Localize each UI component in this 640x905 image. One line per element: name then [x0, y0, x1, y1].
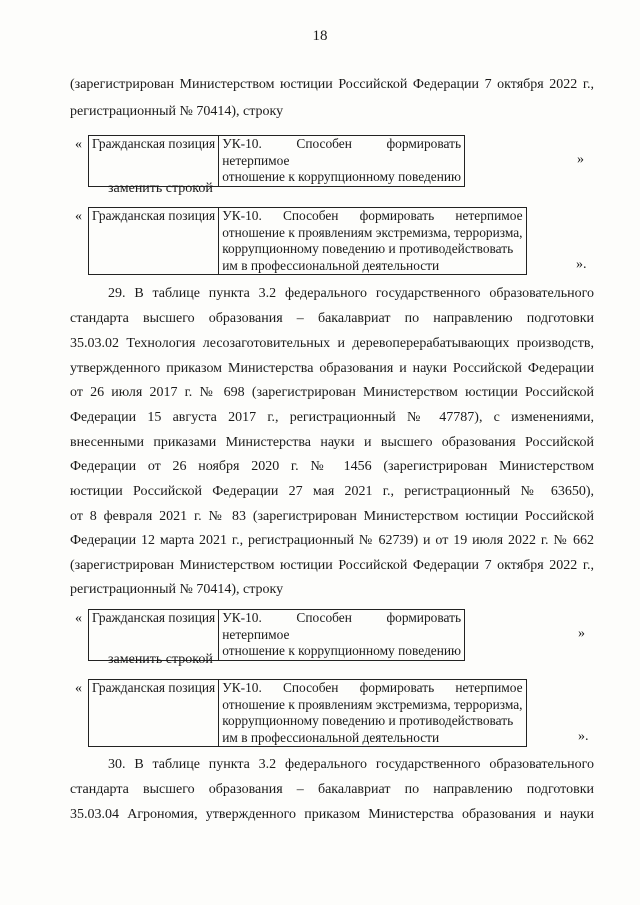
close-quote: ».	[576, 257, 587, 272]
paragraph-30-line: 30. В таблице пункта 3.2 федерального государственного образовательного	[108, 757, 594, 772]
competency-category-cell: Гражданская позиция	[89, 208, 219, 275]
paragraph-29-line: юстиции Российской Федерации 27 мая 2021 г., регистрационный № 63650),	[70, 484, 594, 499]
paragraph-29-line: (зарегистрирован Министерством юстиции Российской Федерации 7 октября 2022 г.,	[70, 558, 594, 573]
paragraph-29-line: Федерации 15 августа 2017 г., регистрационный № 47787), с изменениями,	[70, 410, 594, 425]
competency-description-cell	[219, 208, 526, 275]
description-line: УК-10. Способен формировать нетерпимое	[222, 208, 523, 223]
intro-line: (зарегистрирован Министерством юстиции Российской Федерации 7 октября 2022 г.,	[70, 77, 594, 92]
description-line: отношение к проявлениям экстремизма, терроризма,	[222, 696, 523, 712]
replace-label: заменить строкой	[108, 652, 213, 667]
paragraph-29-line: от 26 июля 2017 г. № 698 (зарегистрирован Министерством юстиции Российской	[70, 385, 594, 400]
paragraph-29-line: 35.03.02 Технология лесозаготовительных и деревоперерабатывающих производств,	[70, 336, 594, 351]
paragraph-29-line: регистрационный № 70414), строку	[70, 582, 284, 597]
paragraph-29-line: 29. В таблице пункта 3.2 федерального государственного образовательного	[108, 286, 594, 301]
paragraph-29-line: от 8 февраля 2021 г. № 83 (зарегистрирован Министерством юстиции Российской	[70, 509, 594, 524]
close-quote: »	[577, 152, 584, 167]
description-line: коррупционному поведению и противодействовать	[222, 713, 514, 729]
description-line: УК-10. Способен формировать нетерпимое	[222, 610, 462, 642]
open-quote: «	[75, 209, 82, 224]
replace-label: заменить строкой	[108, 181, 213, 196]
competency-category-cell: Гражданская позиция	[89, 610, 219, 661]
paragraph-30-line: стандарта высшего образования – бакалавриат по направлению подготовки	[70, 782, 594, 797]
description-line: отношение к коррупционному поведению	[222, 169, 462, 185]
description-line: отношение к проявлениям экстремизма, терроризма,	[222, 224, 523, 240]
open-quote: «	[75, 681, 82, 696]
paragraph-29-line: Федерации 12 марта 2021 г., регистрационный № 62739) и от 19 июля 2022 г. № 662	[70, 533, 594, 548]
competency-category-cell: Гражданская позиция	[89, 136, 219, 187]
close-quote: »	[578, 626, 585, 641]
paragraph-29-line: Федерации от 26 ноября 2020 г. № 1456 (зарегистрирован Министерством	[70, 459, 594, 474]
paragraph-29-line: стандарта высшего образования – бакалавриат по направлению подготовки	[70, 311, 594, 326]
paragraph-29-line: внесенными приказами Министерства науки и высшего образования Российской	[70, 435, 594, 450]
open-quote: «	[75, 137, 82, 152]
description-line: им в профессиональной деятельности	[222, 257, 440, 273]
description-line: отношение к коррупционному поведению	[222, 643, 462, 659]
competency-table	[88, 679, 527, 747]
open-quote: «	[75, 611, 82, 626]
competency-description-cell	[219, 136, 465, 187]
close-quote: ».	[578, 729, 589, 744]
intro-line: регистрационный № 70414), строку	[70, 104, 284, 119]
description-line: им в профессиональной деятельности	[222, 729, 440, 745]
paragraph-30-line: 35.03.04 Агрономия, утвержденного приказом Министерства образования и науки	[70, 807, 594, 822]
competency-table	[88, 207, 527, 275]
description-line: УК-10. Способен формировать нетерпимое	[222, 680, 523, 695]
paragraph-29-line: утвержденного приказом Министерства образования и науки Российской Федерации	[70, 361, 594, 376]
competency-description-cell	[219, 680, 526, 747]
description-line: коррупционному поведению и противодействовать	[222, 241, 514, 257]
competency-category-cell: Гражданская позиция	[89, 680, 219, 747]
description-line: УК-10. Способен формировать нетерпимое	[222, 136, 462, 168]
competency-table	[88, 135, 465, 187]
page-number: 18	[312, 28, 328, 44]
